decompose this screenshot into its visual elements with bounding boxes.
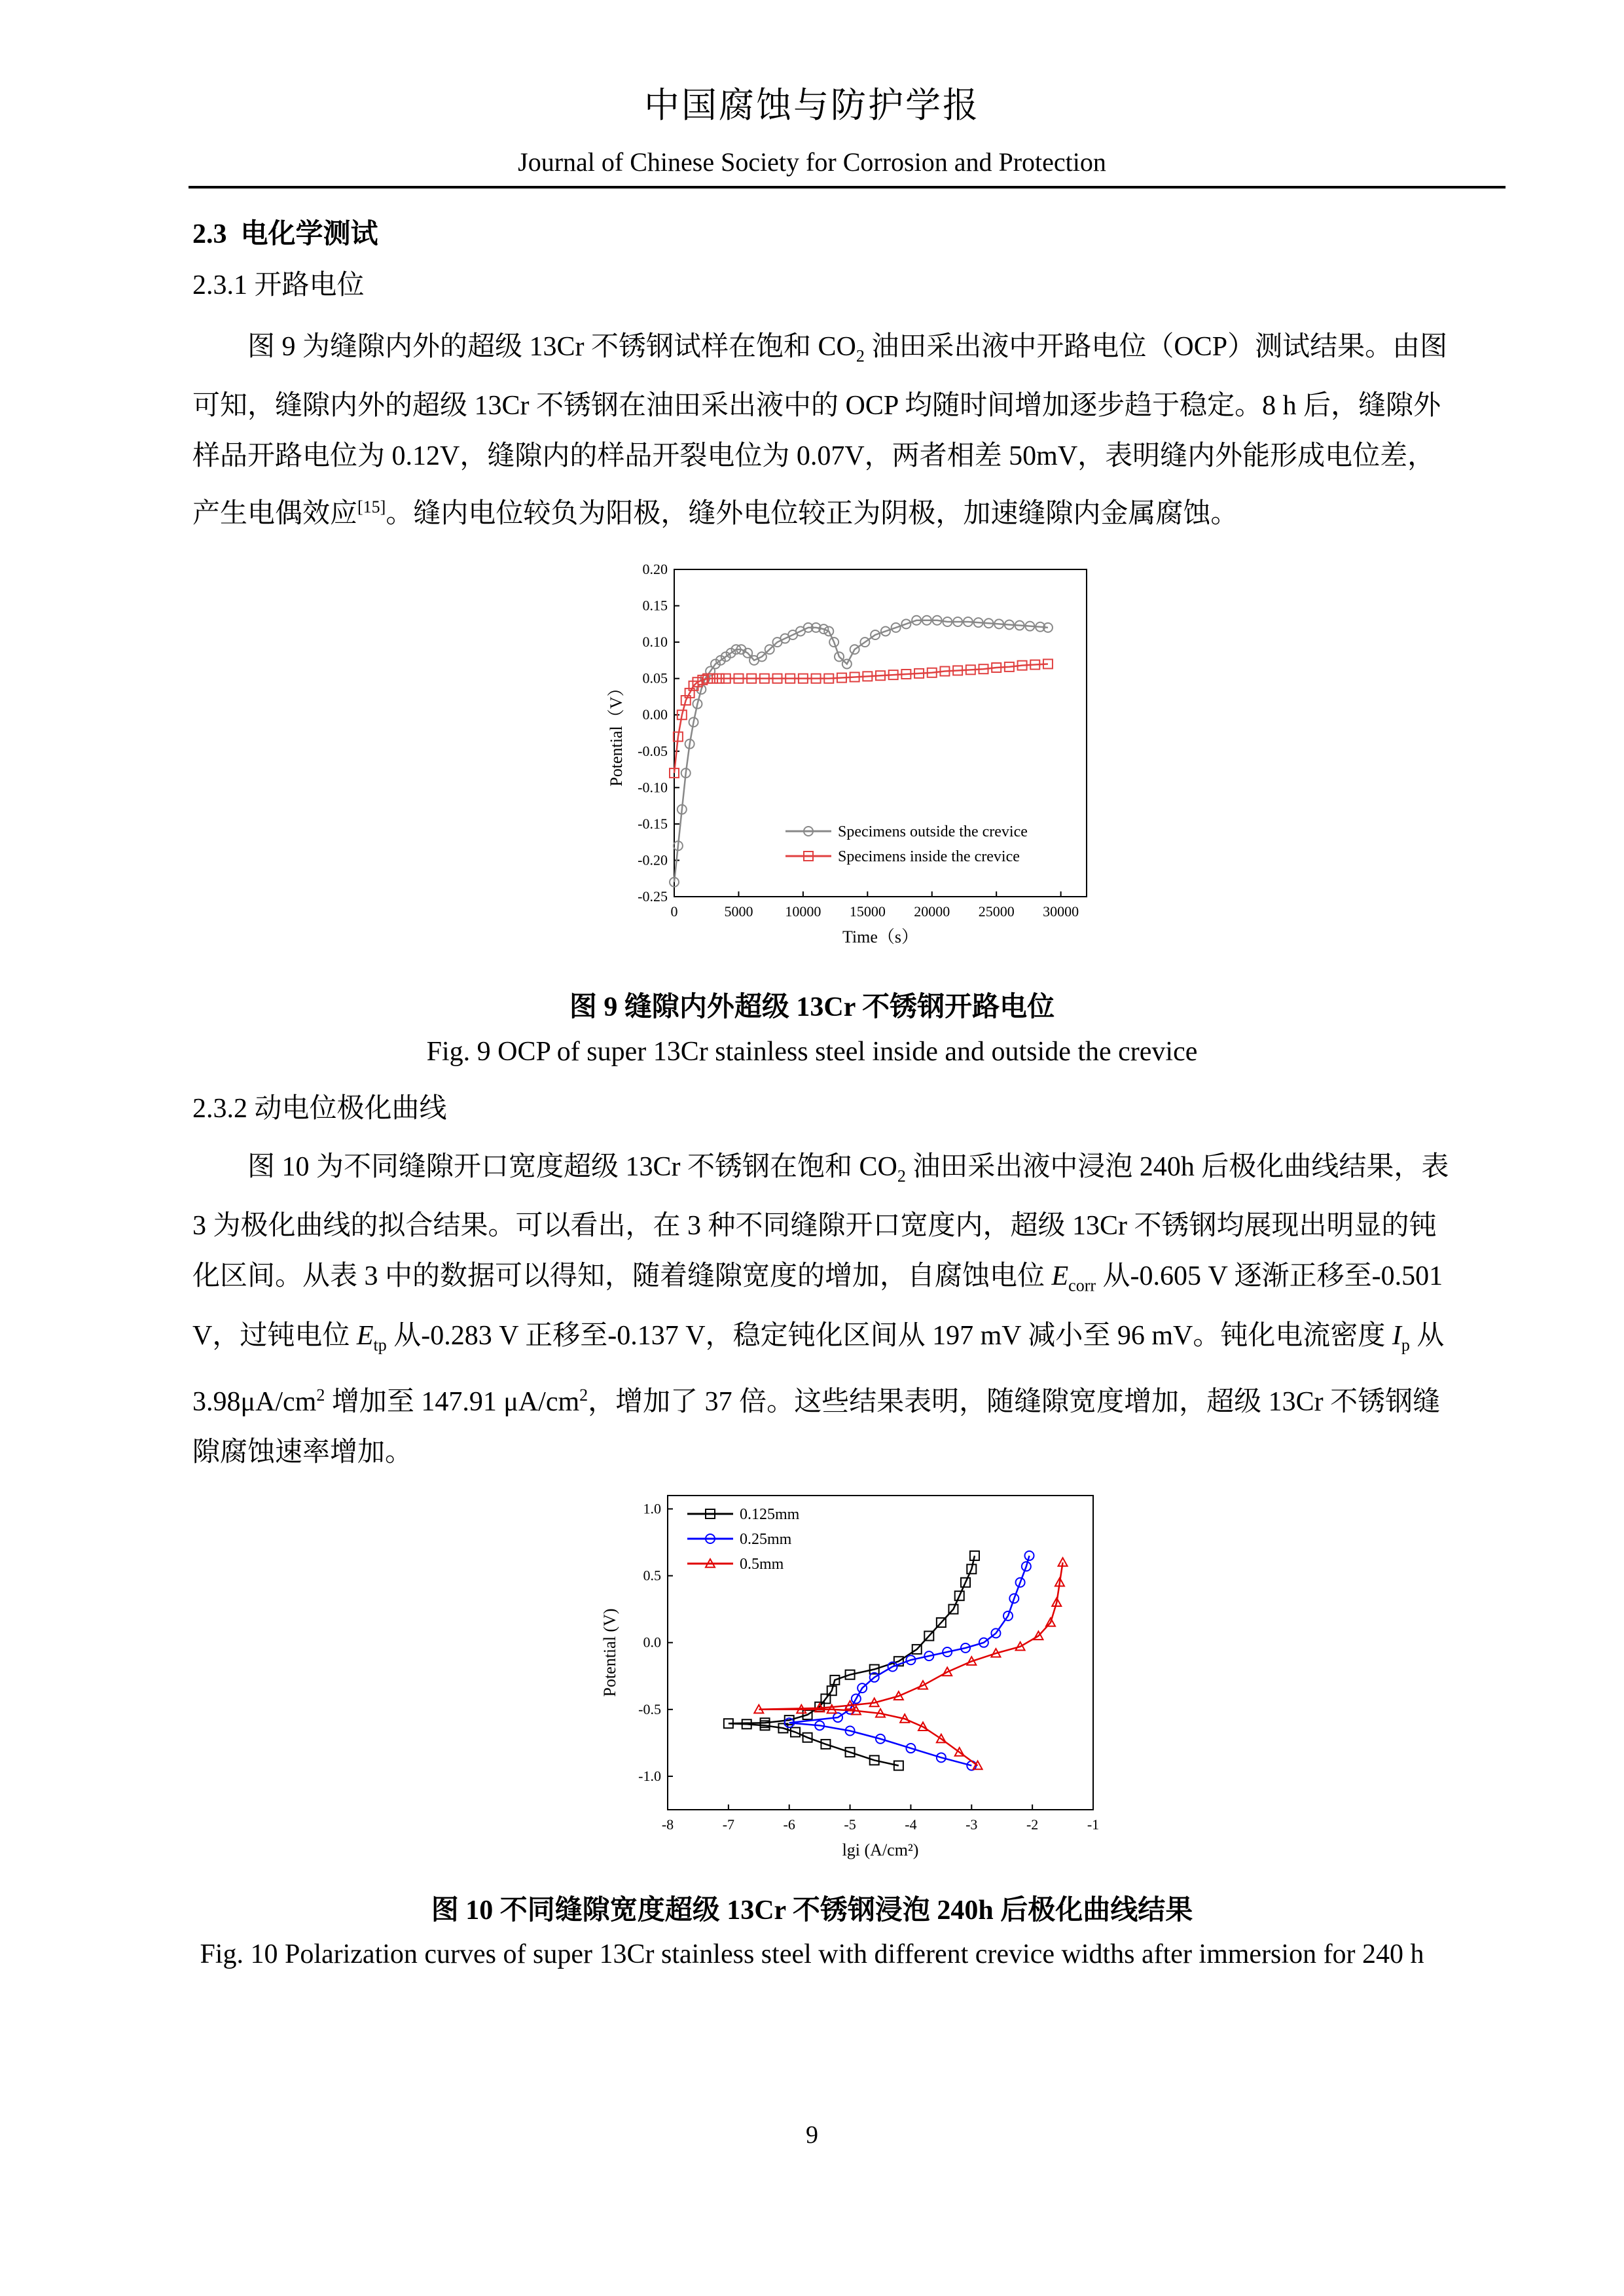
series-line [789, 1556, 1030, 1766]
legend-label: 0.25mm [740, 1531, 792, 1548]
figure-10-caption-en: Fig. 10 Polarization curves of super 13Cr stainless steel with different crevice widths after immersion for 240 h [200, 1939, 1424, 1969]
x-tick-label: -4 [905, 1816, 917, 1833]
series-0 [670, 616, 1053, 887]
x-tick-label: 20000 [914, 903, 950, 920]
x-tick-label: -1 [1087, 1816, 1100, 1833]
figure-9-chart [589, 550, 1113, 956]
x-tick-label: -5 [844, 1816, 856, 1833]
journal-title-cn: 中国腐蚀与防护学报 [644, 86, 980, 125]
section-number: 2.3 [192, 219, 227, 249]
plot-frame [668, 1496, 1093, 1810]
series-0 [724, 1551, 979, 1770]
x-tick-label: -7 [722, 1816, 735, 1833]
y-tick-label: -0.25 [638, 888, 668, 905]
paragraph-line: $3.98\mu A/cm^2$ 增加至 147.91 $\mu A/cm^2$，增加了 37 倍。这些结果表明，随缝隙宽度增加，超级 13Cr 不锈钢缝 [192, 1386, 1441, 1418]
y-tick-label: -0.5 [638, 1700, 661, 1717]
page-number: 9 [806, 2121, 818, 2149]
figure-10-chart [589, 1476, 1126, 1869]
data-point [1025, 1551, 1034, 1560]
x-tick-label: 5000 [724, 903, 753, 920]
y-tick-label: 0.15 [642, 597, 668, 614]
paragraph-polarization [192, 1142, 1502, 1478]
section-heading-2-3 [192, 212, 378, 251]
figure-9-caption-cn: 图 9 缝隙内外超级 13Cr 不锈钢开路电位 [569, 992, 1055, 1022]
journal-title-en: Journal of Chinese Society for Corrosion and Protection [518, 147, 1106, 177]
paragraph-ocp [192, 322, 1502, 539]
header-rule [189, 186, 1506, 188]
x-tick-label: 0 [670, 903, 678, 920]
subsection-heading-2-3-1: 2.3.1 开路电位 [192, 270, 365, 300]
series-line [729, 1556, 975, 1766]
y-tick-label: 0.0 [643, 1634, 661, 1651]
y-tick-label: -0.20 [638, 852, 668, 869]
y-tick-label: 0.20 [642, 561, 668, 577]
x-tick-label: 30000 [1043, 903, 1079, 920]
series-2 [754, 1558, 1067, 1769]
y-axis-label: Potential (V) [600, 1608, 619, 1697]
paragraph-line: 可知，缝隙内外的超级 13Cr 不锈钢在油田采出液中的 OCP 均随时间增加逐步趋于稳定。8 h 后，缝隙外 [192, 391, 1441, 422]
figure-10-caption-cn: 图 10 不同缝隙宽度超级 13Cr 不锈钢浸泡 240h 后极化曲线结果 [431, 1895, 1193, 1926]
x-tick-label: -8 [661, 1816, 674, 1833]
series-1 [670, 659, 1053, 778]
y-tick-label: 0.05 [642, 670, 668, 687]
section-title: 电化学测试 [240, 219, 378, 249]
paragraph-line: V，过钝电位 $E_{tp}$ 从-0.283 V 正移至-0.137 V，稳定钝化区间从 197 mV 减小至 96 mV。钝化电流密度 $I_p$ 从 [192, 1320, 1445, 1355]
x-axis-label: Time（s） [842, 927, 919, 946]
paragraph-line: 图 9 为缝隙内外的超级 13Cr 不锈钢试样在饱和 $CO_2$ 油田采出液中开路电位（OCP）测试结果。由图 [247, 332, 1448, 366]
paragraph-line: 3 为极化曲线的拟合结果。可以看出，在 3 种不同缝隙开口宽度内，超级 13Cr 不锈钢均展现出明显的钝 [192, 1211, 1437, 1242]
y-tick-label: 0.00 [642, 706, 668, 723]
legend-label: Specimens inside the crevice [838, 848, 1020, 865]
y-tick-label: -0.10 [638, 779, 668, 796]
legend-label: 0.5mm [740, 1556, 784, 1573]
y-tick-label: -0.05 [638, 742, 668, 759]
x-tick-label: -6 [783, 1816, 795, 1833]
series-line [674, 620, 1048, 882]
y-tick-label: -0.15 [638, 815, 668, 832]
y-tick-label: 1.0 [643, 1500, 661, 1517]
subsection-heading-2-3-2: 2.3.2 动电位极化曲线 [192, 1094, 447, 1124]
x-tick-label: -2 [1026, 1816, 1039, 1833]
paragraph-line: 样品开路电位为 0.12V，缝隙内的样品开裂电位为 0.07V，两者相差 50mV，表明缝内外能形成电位差， [192, 441, 1435, 472]
plot-frame [674, 569, 1087, 897]
x-tick-label: 10000 [785, 903, 821, 920]
paragraph-line: 图 10 为不同缝隙开口宽度超级 13Cr 不锈钢在饱和 $CO_2$ 油田采出液中浸泡 240h 后极化曲线结果，表 [247, 1152, 1449, 1186]
x-tick-label: 25000 [978, 903, 1015, 920]
legend-label: 0.125mm [740, 1506, 800, 1523]
x-tick-label: 15000 [849, 903, 886, 920]
y-axis-label: Potential（V） [607, 679, 626, 787]
y-tick-label: -1.0 [638, 1767, 661, 1784]
legend-label: Specimens outside the crevice [838, 823, 1028, 840]
x-tick-label: -3 [965, 1816, 978, 1833]
paragraph-line: 产生电偶效应[15]。缝内电位较负为阳极，缝外电位较正为阴极，加速缝隙内金属腐蚀。 [192, 497, 1238, 529]
x-axis-label: lgi (A/cm²) [842, 1840, 919, 1859]
paragraph-line: 隙腐蚀速率增加。 [192, 1437, 413, 1468]
figure-9-caption-en: Fig. 9 OCP of super 13Cr stainless steel inside and outside the crevice [426, 1037, 1198, 1067]
series-1 [785, 1551, 1034, 1770]
paragraph-line: 化区间。从表 3 中的数据可以得知，随着缝隙宽度的增加，自腐蚀电位 $E_{corr}$ 从-0.605 V 逐渐正移至-0.501 [192, 1261, 1443, 1295]
y-tick-label: 0.5 [643, 1567, 661, 1584]
y-tick-label: 0.10 [642, 634, 668, 651]
